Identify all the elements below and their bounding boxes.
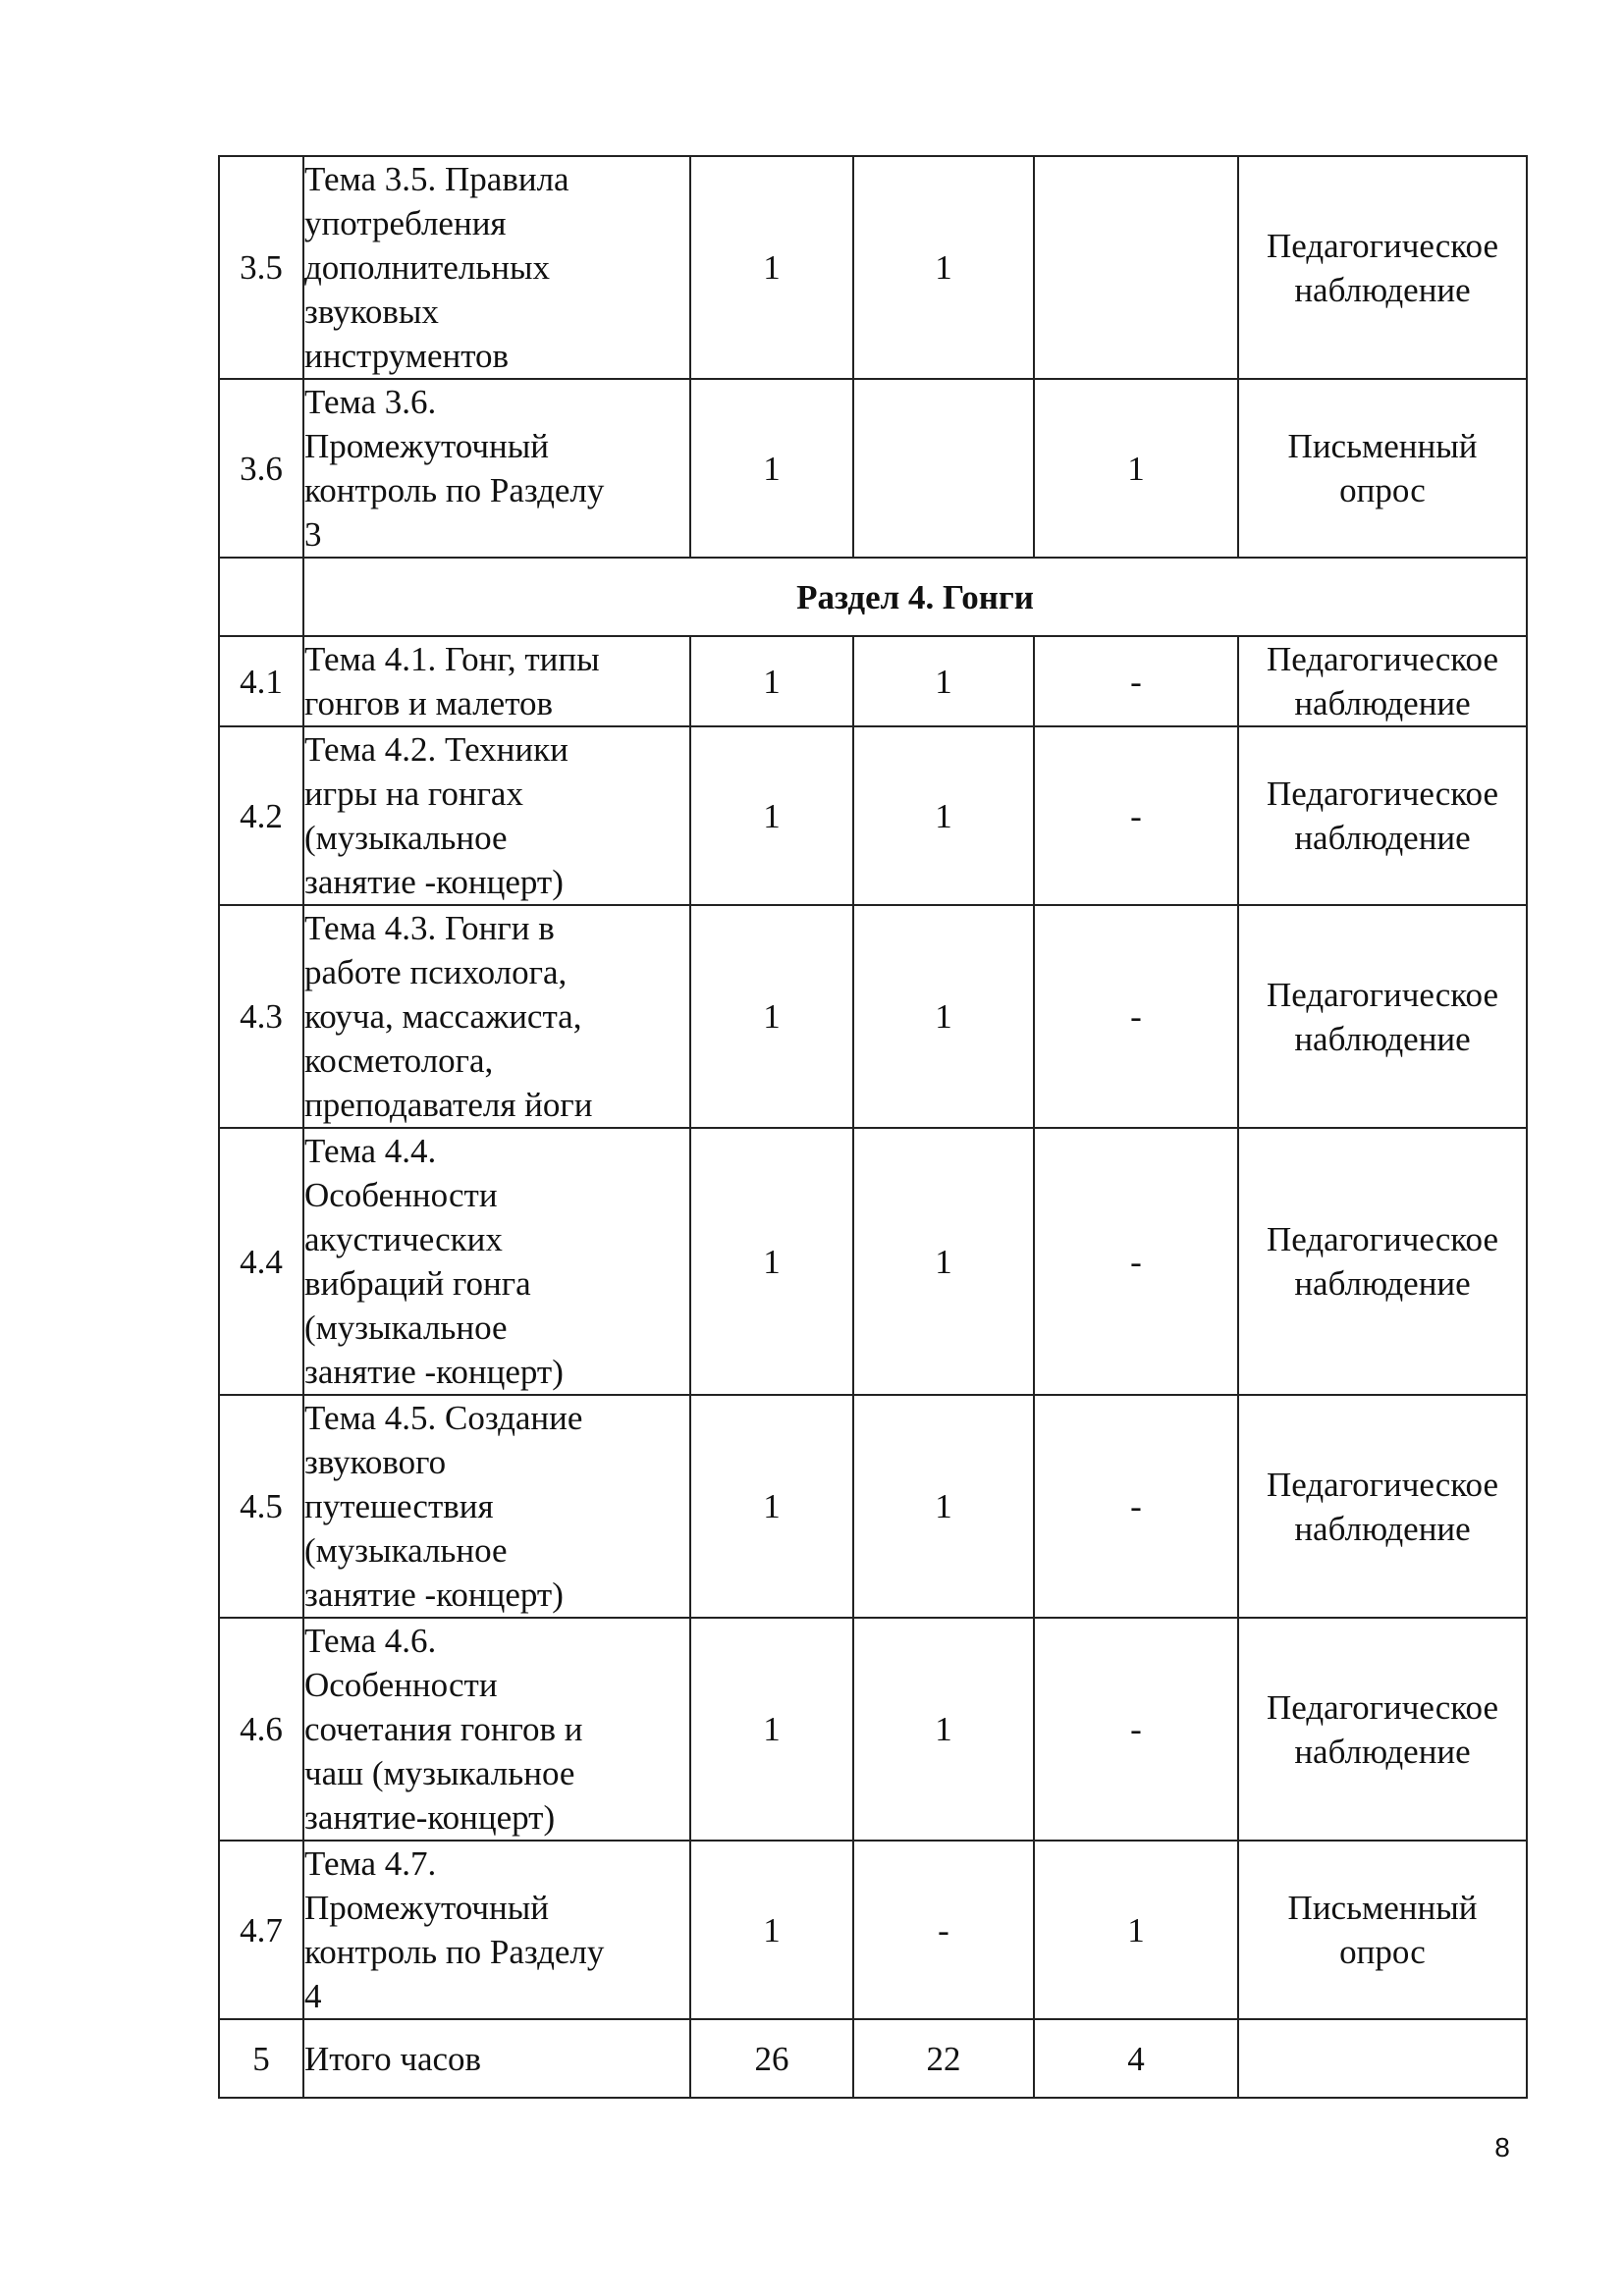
row-number: 3.5 bbox=[219, 156, 303, 379]
topic-cell bbox=[303, 1618, 690, 1841]
total-hours: 1 bbox=[690, 1395, 853, 1618]
theory-hours: 22 bbox=[853, 2019, 1034, 2098]
practice-hours: - bbox=[1034, 726, 1238, 905]
topic-cell bbox=[303, 1395, 690, 1618]
theory-hours: 1 bbox=[853, 726, 1034, 905]
topic-line: Тема 4.1. Гонг, типы bbox=[304, 640, 600, 678]
table-row bbox=[219, 156, 1527, 379]
table-row bbox=[219, 905, 1527, 1128]
topic-line: Тема 4.2. Техники bbox=[304, 730, 568, 769]
topic-cell bbox=[303, 726, 690, 905]
topic-line: Особенности bbox=[304, 1666, 498, 1704]
topic-line: коуча, массажиста, bbox=[304, 997, 582, 1036]
topic-line: занятие -концерт) bbox=[304, 1575, 564, 1614]
assessment-form bbox=[1238, 1395, 1527, 1618]
section-title: Раздел 4. Гонги bbox=[303, 558, 1527, 636]
topic-line: контроль по Разделу bbox=[304, 1933, 605, 1971]
topic-line: Тема 4.5. Создание bbox=[304, 1399, 583, 1437]
row-number: 4.6 bbox=[219, 1618, 303, 1841]
table-row bbox=[219, 1395, 1527, 1618]
topic-cell bbox=[303, 1128, 690, 1395]
topic-line: Тема 3.5. Правила bbox=[304, 160, 569, 198]
table-row bbox=[219, 1841, 1527, 2019]
table-row bbox=[219, 1618, 1527, 1841]
topic-line: работе психолога, bbox=[304, 953, 568, 991]
row-number: 4.1 bbox=[219, 636, 303, 726]
topic-line: акустических bbox=[304, 1220, 503, 1258]
total-label: Итого часов bbox=[303, 2019, 690, 2098]
topic-line: косметолога, bbox=[304, 1041, 494, 1080]
row-number: 4.4 bbox=[219, 1128, 303, 1395]
theory-hours: 1 bbox=[853, 905, 1034, 1128]
practice-hours: - bbox=[1034, 1128, 1238, 1395]
topic-line: контроль по Разделу bbox=[304, 471, 605, 509]
form-line: Педагогическое bbox=[1267, 1687, 1498, 1727]
practice-hours: - bbox=[1034, 1395, 1238, 1618]
topic-line: звукового bbox=[304, 1443, 447, 1481]
form-line: наблюдение bbox=[1294, 684, 1471, 722]
topic-cell bbox=[303, 379, 690, 558]
form-line: наблюдение bbox=[1294, 1509, 1471, 1548]
assessment-form bbox=[1238, 726, 1527, 905]
topic-line: употребления bbox=[304, 204, 507, 242]
topic-line: преподавателя йоги bbox=[304, 1086, 593, 1124]
form-line: Педагогическое bbox=[1267, 774, 1498, 813]
row-number: 4.2 bbox=[219, 726, 303, 905]
total-hours: 1 bbox=[690, 1841, 853, 2019]
form-line: Педагогическое bbox=[1267, 226, 1498, 265]
topic-line: 3 bbox=[304, 515, 322, 554]
form-line: наблюдение bbox=[1294, 1732, 1471, 1771]
row-number: 4.3 bbox=[219, 905, 303, 1128]
practice-hours: - bbox=[1034, 1618, 1238, 1841]
topic-line: Промежуточный bbox=[304, 427, 549, 465]
assessment-form bbox=[1238, 905, 1527, 1128]
theory-hours: 1 bbox=[853, 156, 1034, 379]
theory-hours: 1 bbox=[853, 636, 1034, 726]
theory-hours: 1 bbox=[853, 1395, 1034, 1618]
theory-hours bbox=[853, 379, 1034, 558]
practice-hours: 1 bbox=[1034, 379, 1238, 558]
topic-cell bbox=[303, 1841, 690, 2019]
table-row bbox=[219, 379, 1527, 558]
topic-line: (музыкальное bbox=[304, 1308, 508, 1347]
row-number: 3.6 bbox=[219, 379, 303, 558]
form-line: Педагогическое bbox=[1267, 640, 1498, 678]
topic-line: вибраций гонга bbox=[304, 1264, 531, 1303]
form-line: наблюдение bbox=[1294, 1019, 1471, 1058]
row-number: 5 bbox=[219, 2019, 303, 2098]
table-row bbox=[219, 1128, 1527, 1395]
topic-cell bbox=[303, 636, 690, 726]
topic-line: Тема 4.3. Гонги в bbox=[304, 909, 555, 947]
topic-line: занятие -концерт) bbox=[304, 863, 564, 901]
topic-line: Тема 4.4. bbox=[304, 1132, 437, 1170]
assessment-form bbox=[1238, 379, 1527, 558]
curriculum-table bbox=[218, 155, 1528, 2099]
form-line: наблюдение bbox=[1294, 819, 1471, 857]
form-line: опрос bbox=[1339, 471, 1426, 509]
topic-line: Тема 3.6. bbox=[304, 383, 437, 421]
form-line: Педагогическое bbox=[1267, 975, 1498, 1014]
topic-cell bbox=[303, 905, 690, 1128]
topic-line: занятие-концерт) bbox=[304, 1798, 556, 1837]
form-line: Педагогическое bbox=[1267, 1220, 1498, 1258]
topic-line: инструментов bbox=[304, 337, 510, 375]
total-hours: 1 bbox=[690, 156, 853, 379]
table-row bbox=[219, 636, 1527, 726]
topic-cell bbox=[303, 156, 690, 379]
section-number bbox=[219, 558, 303, 636]
table-row bbox=[219, 726, 1527, 905]
section-header-row bbox=[219, 558, 1527, 636]
topic-line: Тема 4.7. bbox=[304, 1844, 437, 1883]
total-hours: 26 bbox=[690, 2019, 853, 2098]
total-row bbox=[219, 2019, 1527, 2098]
topic-line: сочетания гонгов и bbox=[304, 1710, 583, 1748]
total-hours: 1 bbox=[690, 636, 853, 726]
topic-line: занятие -концерт) bbox=[304, 1353, 564, 1391]
form-line: наблюдение bbox=[1294, 270, 1471, 309]
assessment-form bbox=[1238, 156, 1527, 379]
total-hours: 1 bbox=[690, 379, 853, 558]
form-line: Педагогическое bbox=[1267, 1465, 1498, 1504]
assessment-form bbox=[1238, 636, 1527, 726]
row-number: 4.7 bbox=[219, 1841, 303, 2019]
total-hours: 1 bbox=[690, 905, 853, 1128]
row-number: 4.5 bbox=[219, 1395, 303, 1618]
topic-line: игры на гонгах bbox=[304, 774, 523, 813]
topic-line: Промежуточный bbox=[304, 1889, 549, 1927]
practice-hours: - bbox=[1034, 905, 1238, 1128]
topic-line: гонгов и малетов bbox=[304, 684, 554, 722]
practice-hours: 1 bbox=[1034, 1841, 1238, 2019]
form-line: опрос bbox=[1339, 1933, 1426, 1971]
assessment-form bbox=[1238, 1618, 1527, 1841]
practice-hours: 4 bbox=[1034, 2019, 1238, 2098]
total-hours: 1 bbox=[690, 1128, 853, 1395]
practice-hours bbox=[1034, 156, 1238, 379]
topic-line: (музыкальное bbox=[304, 1531, 508, 1570]
practice-hours: - bbox=[1034, 636, 1238, 726]
topic-line: путешествия bbox=[304, 1487, 494, 1525]
total-hours: 1 bbox=[690, 1618, 853, 1841]
topic-line: (музыкальное bbox=[304, 819, 508, 857]
form-line: Письменный bbox=[1287, 427, 1478, 465]
topic-line: чаш (музыкальное bbox=[304, 1754, 575, 1792]
theory-hours: 1 bbox=[853, 1618, 1034, 1841]
total-hours: 1 bbox=[690, 726, 853, 905]
theory-hours: 1 bbox=[853, 1128, 1034, 1395]
page-number: 8 bbox=[1494, 2132, 1510, 2163]
assessment-form bbox=[1238, 1128, 1527, 1395]
topic-line: Особенности bbox=[304, 1176, 498, 1214]
topic-line: 4 bbox=[304, 1977, 322, 2015]
assessment-form bbox=[1238, 1841, 1527, 2019]
topic-line: дополнительных bbox=[304, 248, 551, 287]
assessment-form bbox=[1238, 2019, 1527, 2098]
table-body bbox=[219, 156, 1527, 2098]
topic-line: Тема 4.6. bbox=[304, 1622, 437, 1660]
form-line: наблюдение bbox=[1294, 1264, 1471, 1303]
theory-hours: - bbox=[853, 1841, 1034, 2019]
topic-line: звуковых bbox=[304, 293, 439, 331]
form-line: Письменный bbox=[1287, 1889, 1478, 1927]
